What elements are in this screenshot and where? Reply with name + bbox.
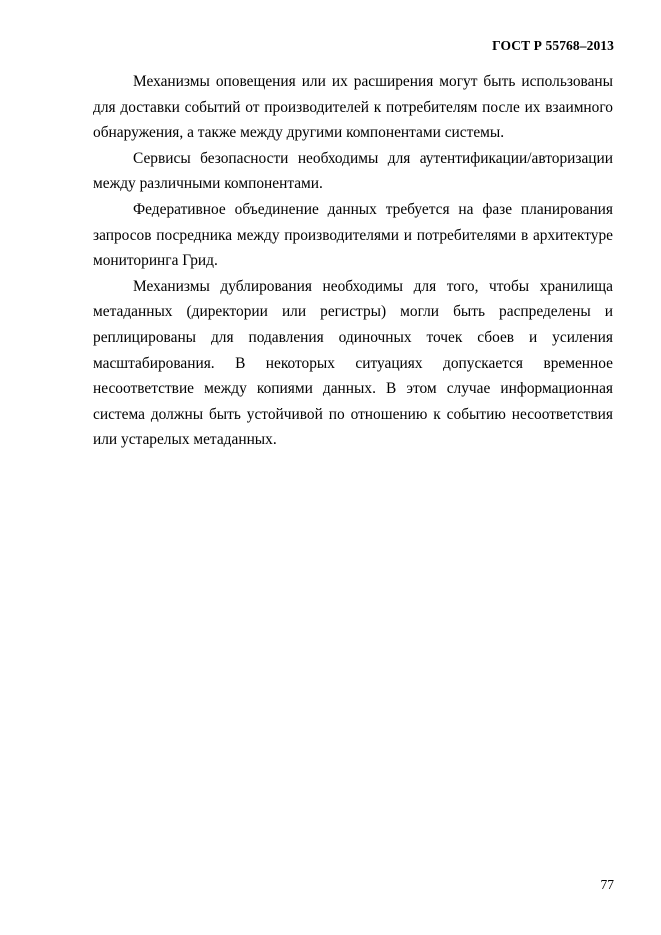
paragraph-data-federation: Федеративное объединение данных требуется на фазе планирования запросов посредника между производителями и потребителями в архитектуре мониторинга Грид.: [93, 200, 613, 270]
page-number: 77: [600, 877, 614, 892]
paragraph-replication-mechanisms: Механизмы дублирования необходимы для того, чтобы хранилища метаданных (директории или регистры) могли быть распределены и реплицированы для подавления одиночных точек сбоев и усиления масштабирования. В некоторых ситуациях допускается временное несоответствие между копиями данных. В этом случае информационная система должны быть устойчивой по отношению к событию несоответствия или устарелых метаданных.: [93, 277, 613, 449]
paragraph-security-services: Сервисы безопасности необходимы для аутентификации/авторизации между различными компонентами.: [93, 149, 613, 193]
paragraph-notification-mechanisms: Механизмы оповещения или их расширения могут быть использованы для доставки событий от производителей к потребителям после их взаимного обнаружения, а также между другими компонентами системы.: [93, 73, 613, 142]
standard-header: ГОСТ Р 55768–2013: [492, 38, 614, 53]
document-body: [93, 69, 613, 453]
